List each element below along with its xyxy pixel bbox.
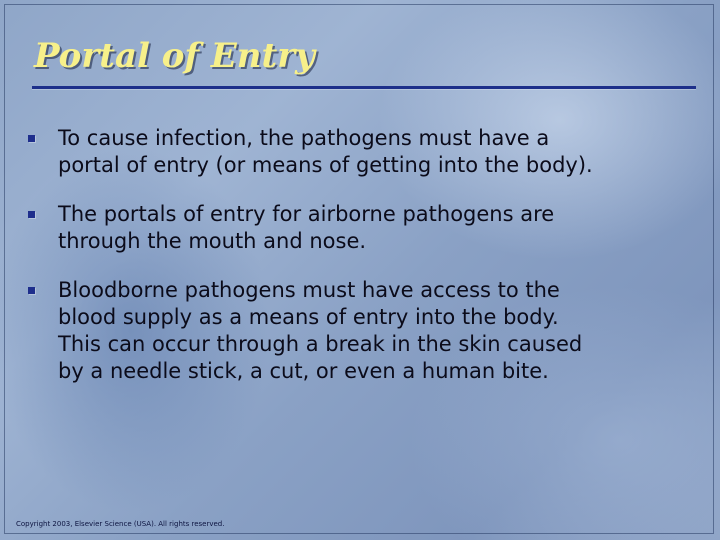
bullet-text: Bloodborne pathogens must have access to the blood supply as a means of entry into the body. This can occur through a break in the skin caused by a needle stick, a cut, or even a human bite. bbox=[58, 278, 583, 383]
square-bullet-icon bbox=[28, 135, 35, 142]
bullet-list bbox=[28, 125, 698, 407]
copyright-footer: Copyright 2003, Elsevier Science (USA). All rights reserved. bbox=[16, 520, 225, 528]
bullet-text: The portals of entry for airborne pathogens are through the mouth and nose. bbox=[58, 202, 555, 253]
bullet-item bbox=[28, 277, 698, 385]
square-bullet-icon bbox=[28, 211, 35, 218]
title-underline bbox=[32, 86, 696, 89]
square-bullet-icon bbox=[28, 287, 35, 294]
bullet-item bbox=[28, 201, 698, 255]
slide-title: Portal of Entry bbox=[34, 36, 315, 76]
bullet-item bbox=[28, 125, 698, 179]
bullet-text: To cause infection, the pathogens must have a portal of entry (or means of getting into the body). bbox=[58, 126, 593, 177]
